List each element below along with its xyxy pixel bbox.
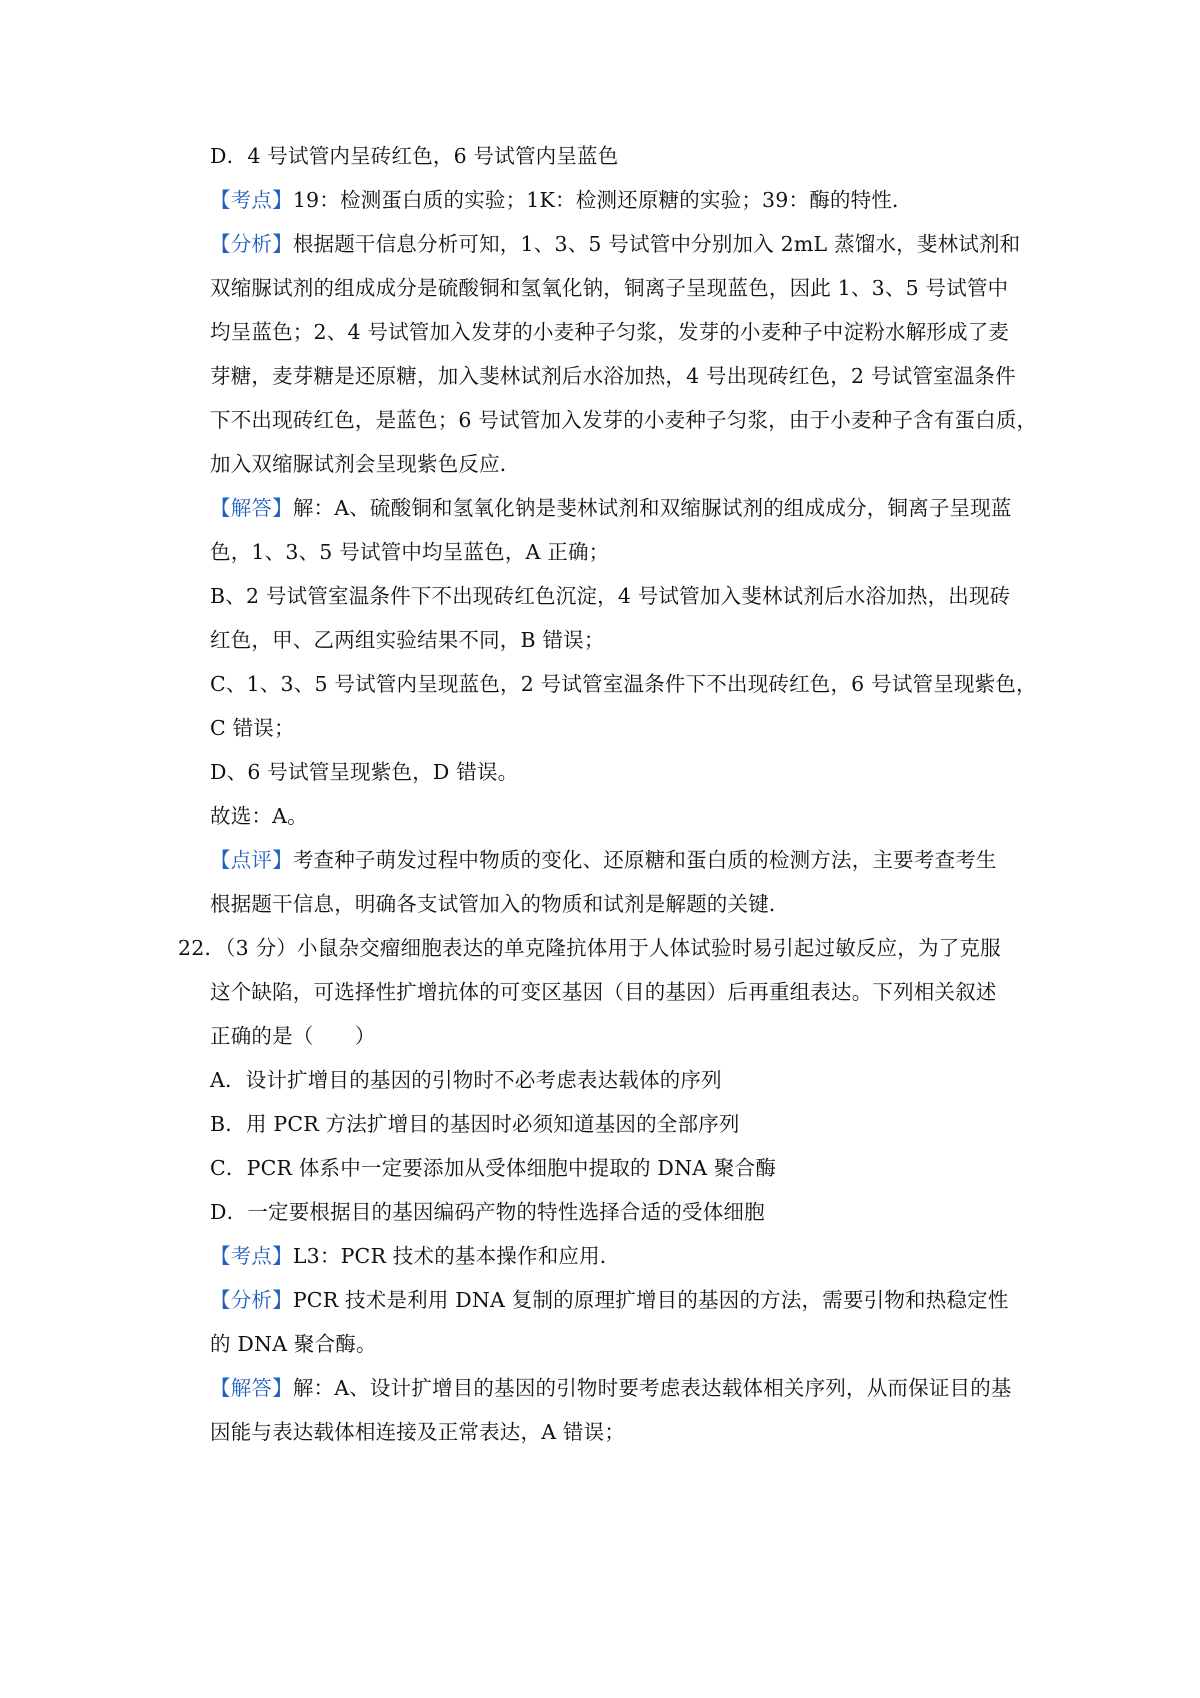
q22-fenxi-line-1 [210, 1285, 1030, 1315]
q21-jieda-line-4: 红色，甲、乙两组实验结果不同，B 错误； [210, 628, 605, 652]
q21-jieda-line-3: B、2 号试管室温条件下不出现砖红色沉淀，4 号试管加入斐林试剂后水浴加热，出现砖 [210, 584, 1011, 608]
q21-kaodian [210, 185, 1030, 215]
q21-option-d: D．4 号试管内呈砖红色，6 号试管内呈蓝色 [210, 144, 619, 168]
q22-jieda-line-2: 因能与表达载体相连接及正常表达，A 错误； [210, 1420, 626, 1444]
kaodian-tag: 【考点】 [210, 1244, 293, 1268]
q22-option-b: B．用 PCR 方法扩增目的基因时必须知道基因的全部序列 [210, 1112, 740, 1136]
fenxi-tag: 【分析】 [210, 232, 293, 256]
q22-stem-line-3: 正确的是（ ） [210, 1024, 376, 1048]
kaodian-tag: 【考点】 [210, 188, 293, 212]
q21-jieda-line-5: C、1、3、5 号试管内呈现蓝色，2 号试管室温条件下不出现砖红色，6 号试管呈现紫色， [210, 672, 1037, 696]
jieda-tag: 【解答】 [210, 496, 293, 520]
kaodian-text: L3：PCR 技术的基本操作和应用． [292, 1244, 621, 1268]
q22-option-c: C．PCR 体系中一定要添加从受体细胞中提取的 DNA 聚合酶 [210, 1156, 777, 1180]
kaodian-text: 19：检测蛋白质的实验；1K：检测还原糖的实验；39：酶的特性． [292, 188, 913, 212]
q21-jieda-line-6: C 错误； [210, 716, 295, 740]
jieda-text: 解：A、设计扩增目的基因的引物时要考虑表达载体相关序列，从而保证目的基 [292, 1376, 1012, 1400]
dianping-text: 考查种子萌发过程中物质的变化、还原糖和蛋白质的检测方法，主要考查考生 [292, 848, 997, 872]
q22-option-a: A．设计扩增目的基因的引物时不必考虑表达载体的序列 [210, 1068, 722, 1092]
q22-fenxi-line-2: 的 DNA 聚合酶。 [210, 1332, 377, 1356]
q21-fenxi-line-6: 加入双缩脲试剂会呈现紫色反应． [210, 452, 521, 476]
jieda-text: 解：A、硫酸铜和氢氧化钠是斐林试剂和双缩脲试剂的组成成分，铜离子呈现蓝 [292, 496, 1012, 520]
q21-jieda-line-7: D、6 号试管呈现紫色，D 错误。 [210, 760, 519, 784]
q21-fenxi-line-3: 均呈蓝色；2、4 号试管加入发芽的小麦种子匀浆，发芽的小麦种子中淀粉水解形成了麦 [210, 320, 1010, 344]
q22-stem-line-2: 这个缺陷，可选择性扩增抗体的可变区基因（目的基因）后再重组表达。下列相关叙述 [210, 980, 997, 1004]
q21-dianping-line-2: 根据题干信息，明确各支试管加入的物质和试剂是解题的关键． [210, 892, 790, 916]
q22-kaodian [210, 1241, 1030, 1271]
jieda-tag: 【解答】 [210, 1376, 293, 1400]
fenxi-text: 根据题干信息分析可知，1、3、5 号试管中分别加入 2mL 蒸馏水，斐林试剂和 [292, 232, 1021, 256]
q21-jieda-line-1 [210, 493, 1030, 523]
fenxi-text: PCR 技术是利用 DNA 复制的原理扩增目的基因的方法，需要引物和热稳定性 [292, 1288, 1009, 1312]
fenxi-tag: 【分析】 [210, 1288, 293, 1312]
dianping-tag: 【点评】 [210, 848, 293, 872]
q22-option-d: D．一定要根据目的基因编码产物的特性选择合适的受体细胞 [210, 1200, 765, 1224]
q22-jieda-line-1 [210, 1373, 1030, 1403]
q21-dianping-line-1 [210, 845, 1030, 875]
q21-answer-line: 故选：A。 [210, 804, 308, 828]
q21-fenxi-line-2: 双缩脲试剂的组成成分是硫酸铜和氢氧化钠，铜离子呈现蓝色，因此 1、3、5 号试管中 [210, 276, 1009, 300]
q21-jieda-line-2: 色，1、3、5 号试管中均呈蓝色，A 正确； [210, 540, 610, 564]
q21-fenxi-line-4: 芽糖，麦芽糖是还原糖，加入斐林试剂后水浴加热，4 号出现砖红色，2 号试管室温条件 [210, 364, 1016, 388]
q22-stem-line-1: 22．（3 分）小鼠杂交瘤细胞表达的单克隆抗体用于人体试验时易引起过敏反应，为了克服 [178, 936, 1001, 960]
q21-fenxi-line-5: 下不出现砖红色，是蓝色；6 号试管加入发芽的小麦种子匀浆，由于小麦种子含有蛋白质， [210, 408, 1038, 432]
q21-fenxi-line-1 [210, 229, 1030, 259]
